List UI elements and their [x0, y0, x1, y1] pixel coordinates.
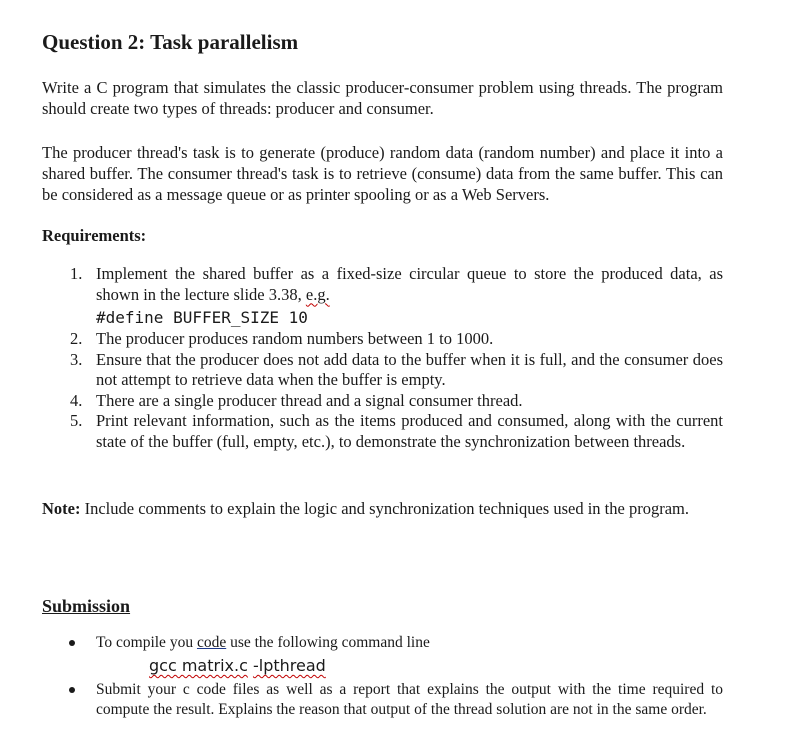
bullet-icon: [69, 687, 75, 693]
requirement-item: [42, 264, 723, 329]
requirement-number: 5.: [70, 411, 83, 430]
description-paragraph: The producer thread's task is to generate (produce) random data (random number) and place it into a shared buffer. The consumer thread's task is to retrieve (consume) data from the same buffer. This can be considered as a message queue or as printer spooling or as a Web Servers.: [42, 143, 723, 204]
submission-text: Submit your c code files as well as a report that explains the output with the time required to compute the result. Explains the reason that output of the thread solution are not in the same order.: [96, 681, 723, 718]
requirement-number: 1.: [70, 264, 83, 283]
buffer-size-define: #define BUFFER_SIZE 10: [96, 308, 308, 327]
note-label: Note:: [42, 499, 81, 518]
compile-command: [96, 655, 723, 677]
requirement-eg: e.g.: [305, 284, 330, 304]
compile-text-before: To compile you: [96, 634, 194, 651]
note-paragraph: [42, 498, 723, 519]
requirement-item: [42, 329, 723, 350]
requirement-text: Print relevant information, such as the items produced and consumed, along with the current state of the buffer (full, empty, etc.), to demonstrate the synchronization between threads.: [96, 411, 723, 451]
compile-command-flag: -lpthread: [252, 656, 326, 675]
question-title: Question 2: Task parallelism: [42, 30, 299, 54]
bullet-icon: [69, 640, 75, 646]
requirement-text: Implement the shared buffer as a fixed-size circular queue to store the produced data, as shown in the lecture slide 3.38,: [96, 264, 723, 304]
submission-heading: Submission: [42, 596, 131, 616]
requirement-item: [42, 411, 723, 452]
requirement-number: 2.: [70, 329, 83, 348]
requirement-number: 4.: [70, 390, 83, 410]
code-word: code: [196, 634, 227, 651]
requirement-item: [42, 391, 723, 412]
requirement-item: [42, 350, 723, 391]
submission-item: [42, 680, 723, 720]
submission-item: [42, 633, 723, 677]
requirements-list: [42, 264, 723, 452]
compile-text-after: use the following command line: [230, 634, 430, 651]
requirement-text: There are a single producer thread and a signal consumer thread.: [96, 390, 523, 410]
compile-command-file: gcc matrix.c: [149, 656, 248, 675]
requirement-number: 3.: [70, 349, 83, 369]
submission-list: [42, 633, 723, 720]
intro-paragraph: Write a C program that simulates the classic producer-consumer problem using threads. The program should create two types of threads: producer and consumer.: [42, 78, 723, 118]
note-text: Include comments to explain the logic and synchronization techniques used in the program.: [84, 499, 689, 518]
requirement-text: Ensure that the producer does not add data to the buffer when it is full, and the consumer does not attempt to retrieve data when the buffer is empty.: [96, 349, 723, 389]
requirement-text: The producer produces random numbers between 1 to 1000.: [96, 329, 494, 348]
requirements-heading: Requirements:: [42, 226, 147, 245]
